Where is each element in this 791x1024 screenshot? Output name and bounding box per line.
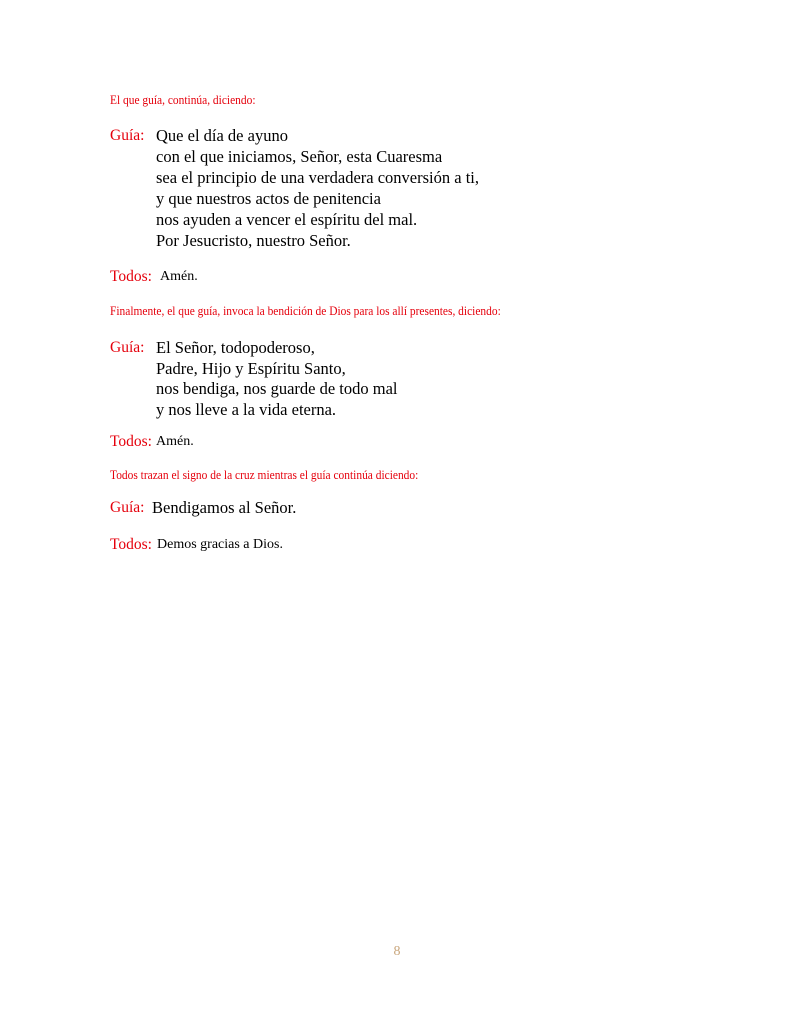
prayer-line: y nos lleve a la vida eterna.: [156, 400, 337, 419]
prayer-line: con el que iniciamos, Señor, esta Cuaresma: [156, 147, 443, 166]
prayer-line: nos ayuden a vencer el espíritu del mal.: [156, 210, 418, 229]
prayer-line: Bendigamos al Señor.: [152, 498, 297, 517]
speaker-label: Guía:: [110, 499, 145, 516]
rubric-instruction: Finalmente, el que guía, invoca la bendición de Dios para los allí presentes, diciendo:: [110, 303, 501, 318]
speaker-label: Guía:: [110, 127, 145, 144]
response-block: [0, 266, 791, 288]
response-block: [0, 431, 791, 453]
prayer-line: Padre, Hijo y Espíritu Santo,: [156, 359, 346, 378]
response-text: Amén.: [156, 434, 194, 449]
prayer-block: [0, 497, 791, 519]
response-block: [0, 534, 791, 556]
response-text: Demos gracias a Dios.: [157, 537, 283, 552]
prayer-line: y que nuestros actos de penitencia: [156, 189, 381, 208]
prayer-line: sea el principio de una verdadera conversión a ti,: [156, 168, 479, 187]
page-number: 8: [393, 944, 401, 959]
prayer-line: El Señor, todopoderoso,: [156, 338, 315, 357]
prayer-line: Que el día de ayuno: [156, 126, 288, 145]
speaker-label: Todos:: [110, 268, 152, 285]
speaker-label: Todos:: [110, 433, 152, 450]
speaker-label: Todos:: [110, 536, 152, 553]
prayer-line: Por Jesucristo, nuestro Señor.: [156, 231, 351, 250]
response-text: Amén.: [160, 269, 198, 284]
rubric-instruction: Todos trazan el signo de la cruz mientras el guía continúa diciendo:: [110, 467, 419, 482]
prayer-line: nos bendiga, nos guarde de todo mal: [156, 379, 398, 398]
speaker-label: Guía:: [110, 339, 145, 356]
rubric-instruction: El que guía, continúa, diciendo:: [110, 92, 256, 107]
